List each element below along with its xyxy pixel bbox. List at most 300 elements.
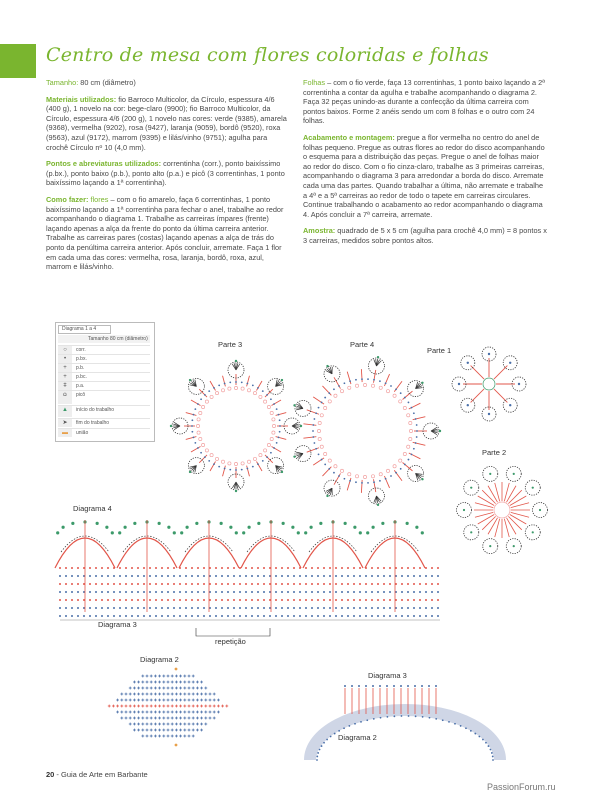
scallop-picot xyxy=(62,526,65,529)
chain-ring xyxy=(317,429,320,432)
stitch-mark xyxy=(279,419,281,421)
stitch-mark xyxy=(191,425,193,427)
chain-ring xyxy=(340,390,343,393)
chain-ring xyxy=(210,395,213,398)
border-stitch xyxy=(257,615,259,617)
border-stitch xyxy=(239,575,241,577)
border-stitch xyxy=(401,615,403,617)
border-stitch xyxy=(281,567,283,569)
border-stitch xyxy=(203,583,205,585)
border-stitch xyxy=(179,575,181,577)
border-stitch xyxy=(221,567,223,569)
border-stitch xyxy=(305,567,307,569)
chain-ring xyxy=(355,384,358,387)
border-stitch xyxy=(233,599,235,601)
border-stitch xyxy=(233,567,235,569)
border-stitch xyxy=(401,599,403,601)
border-stitch xyxy=(233,591,235,593)
single-crochet-symbol-icon: + xyxy=(58,364,72,372)
stitch-mark xyxy=(218,384,220,386)
chain-ring xyxy=(241,462,244,465)
border-stitch xyxy=(431,591,433,593)
stitch-line xyxy=(313,458,324,465)
part1-petal-mark xyxy=(518,383,520,385)
border-stitch xyxy=(305,575,307,577)
border-stitch xyxy=(437,567,439,569)
border-stitch xyxy=(377,567,379,569)
border-stitch xyxy=(125,575,127,577)
stitch-line xyxy=(247,466,250,477)
border-stitch xyxy=(365,607,367,609)
border-stitch xyxy=(131,583,133,585)
border-stitch xyxy=(437,607,439,609)
chain-ring xyxy=(247,389,250,392)
chain-ring xyxy=(399,459,402,462)
border-stitch xyxy=(281,599,283,601)
part2-label: Parte 2 xyxy=(482,448,507,457)
border-stitch xyxy=(389,607,391,609)
stitches-text: correntinha (corr.), ponto baixíssimo (p.bx.), ponto baixo (p.b.), ponto alto (p.a.) e picô (3 correntinhas, 1 ponto baixíssimo laçando a 1ª correntinha). xyxy=(46,159,285,188)
border-stitch xyxy=(245,591,247,593)
picot-mark xyxy=(377,356,379,358)
part2-petal-mark xyxy=(532,531,534,533)
border-stitch xyxy=(311,567,313,569)
border-stitch xyxy=(341,567,343,569)
chain-ring xyxy=(197,431,200,434)
border-stitch xyxy=(131,615,133,617)
border-stitch xyxy=(389,575,391,577)
stitch-line xyxy=(276,413,287,416)
part2-spoke xyxy=(482,490,495,503)
border-stitch xyxy=(383,615,385,617)
border-stitch xyxy=(305,591,307,593)
scallop-picot xyxy=(353,526,356,529)
stitch-mark xyxy=(338,475,340,477)
chain-ring xyxy=(215,457,218,460)
border-stitch xyxy=(341,583,343,585)
border-stitch xyxy=(65,575,67,577)
part2-petal-mark xyxy=(513,473,515,475)
border-stitch xyxy=(323,615,325,617)
diagram3-top-stitch xyxy=(435,685,437,687)
border-stitch xyxy=(191,607,193,609)
chain-ring xyxy=(320,445,323,448)
border-stitch xyxy=(203,599,205,601)
picot-mark xyxy=(235,490,237,492)
border-stitch xyxy=(221,599,223,601)
border-stitch xyxy=(311,615,313,617)
chain-ring xyxy=(328,459,331,462)
border-stitch xyxy=(245,583,247,585)
part2-spoke xyxy=(508,516,521,529)
border-stitch xyxy=(59,583,61,585)
disc-edge-stitch xyxy=(491,752,493,754)
stitch-mark xyxy=(416,436,418,438)
border-stitch xyxy=(149,567,151,569)
stitch-mark xyxy=(373,379,375,381)
border-stitch xyxy=(347,615,349,617)
disc-edge-stitch xyxy=(366,719,368,721)
border-stitch xyxy=(335,615,337,617)
border-stitch xyxy=(137,583,139,585)
picot-mark xyxy=(235,360,237,362)
chain-ring xyxy=(259,395,262,398)
chain-ring xyxy=(201,405,204,408)
chain-ring xyxy=(403,452,406,455)
border-stitch xyxy=(245,615,247,617)
border-stitch xyxy=(107,567,109,569)
diagram3-top-stitch xyxy=(407,685,409,687)
border-stitch xyxy=(437,575,439,577)
border-stitch xyxy=(281,607,283,609)
part1-center-ring xyxy=(483,378,495,390)
border-stitch xyxy=(281,583,283,585)
stitch-mark xyxy=(266,394,268,396)
border-stitch xyxy=(347,567,349,569)
border-stitch xyxy=(245,575,247,577)
border-stitch xyxy=(71,583,73,585)
border-stitch xyxy=(155,599,157,601)
border-stitch xyxy=(287,583,289,585)
picot-mark xyxy=(377,504,379,506)
disc-edge-stitch xyxy=(429,717,431,719)
border-stitch xyxy=(281,591,283,593)
border-stitch xyxy=(263,575,265,577)
border-stitch xyxy=(215,591,217,593)
chain-ring xyxy=(228,387,231,390)
stitch-mark xyxy=(266,456,268,458)
stitch-mark xyxy=(194,442,196,444)
stitch-mark xyxy=(328,392,330,394)
border-stitch xyxy=(119,567,121,569)
border-stitch xyxy=(323,567,325,569)
border-stitch xyxy=(89,591,91,593)
picot-symbol-icon: ꭥ xyxy=(58,391,72,404)
chain-ring xyxy=(407,414,410,417)
border-stitch xyxy=(155,567,157,569)
border-stitch xyxy=(323,591,325,593)
diagram3-left-label: Diagrama 3 xyxy=(98,620,137,629)
border-stitch xyxy=(107,583,109,585)
scallop-picot xyxy=(186,526,189,529)
border-stitch xyxy=(107,591,109,593)
border-stitch xyxy=(413,599,415,601)
border-stitch xyxy=(431,567,433,569)
border-stitch xyxy=(95,615,97,617)
diagram3-top-stitch xyxy=(421,685,423,687)
border-stitch xyxy=(107,575,109,577)
disc-edge-stitch xyxy=(380,717,382,719)
stitch-mark xyxy=(385,478,387,480)
part1-petal-mark xyxy=(467,404,469,406)
stitch-line xyxy=(191,400,201,406)
join-symbol-icon: ▬ xyxy=(58,429,72,437)
border-stitch xyxy=(179,615,181,617)
border-stitch xyxy=(419,591,421,593)
stitch-mark xyxy=(415,418,417,420)
border-stitch xyxy=(149,615,151,617)
stitch-mark xyxy=(408,402,410,404)
border-stitch xyxy=(245,599,247,601)
disc-edge-stitch xyxy=(319,749,321,751)
border-stitch xyxy=(185,575,187,577)
border-stitch xyxy=(407,583,409,585)
picot-mark xyxy=(189,379,191,381)
stitch-line xyxy=(347,478,351,490)
border-stitch xyxy=(239,607,241,609)
border-stitch xyxy=(389,567,391,569)
stitch-mark xyxy=(349,480,351,482)
legend-label: corr. xyxy=(76,347,86,353)
border-stitch xyxy=(167,583,169,585)
border-stitch xyxy=(335,575,337,577)
stitch-mark xyxy=(411,407,413,409)
stitch-line xyxy=(413,417,426,420)
border-stitch xyxy=(191,599,193,601)
disc-edge-stitch xyxy=(465,727,467,729)
size-label: Tamanho: xyxy=(46,78,79,87)
border-stitch xyxy=(161,615,163,617)
disc-edge-stitch xyxy=(415,715,417,717)
border-stitch xyxy=(425,615,427,617)
legend-label: fim do trabalho xyxy=(76,420,110,426)
chain-ring xyxy=(228,462,231,465)
border-stitch xyxy=(245,567,247,569)
stitch-mark xyxy=(246,468,248,470)
border-stitch xyxy=(149,575,151,577)
border-stitch xyxy=(65,567,67,569)
border-stitch xyxy=(299,615,301,617)
part2-center-ring xyxy=(494,502,510,518)
border-stitch xyxy=(59,591,61,593)
scallop-picot xyxy=(359,531,362,534)
border-stitch xyxy=(389,591,391,593)
border-stitch xyxy=(143,583,145,585)
border-stitch xyxy=(401,583,403,585)
border-stitch xyxy=(287,599,289,601)
part1-petal-mark xyxy=(458,383,460,385)
legend-label: p.b. xyxy=(76,365,85,371)
part3-label: Parte 3 xyxy=(218,340,243,349)
border-stitch xyxy=(389,599,391,601)
scallop-picot xyxy=(372,526,375,529)
disc-edge-stitch xyxy=(316,759,318,761)
stitch-mark xyxy=(197,403,199,405)
border-stitch xyxy=(149,583,151,585)
chain-ring xyxy=(399,400,402,403)
border-stitch xyxy=(323,583,325,585)
border-stitch xyxy=(311,583,313,585)
stitch-mark xyxy=(276,408,278,410)
border-stitch xyxy=(257,567,259,569)
disc-edge-stitch xyxy=(360,721,362,723)
stitch-mark xyxy=(200,398,202,400)
chain-ring xyxy=(355,475,358,478)
stitch-line xyxy=(384,476,389,488)
stitch-line xyxy=(313,397,324,404)
border-stitch xyxy=(335,607,337,609)
border-stitch xyxy=(95,599,97,601)
stitch-mark xyxy=(318,407,320,409)
chain-symbol-icon: ○ xyxy=(58,346,72,354)
border-stitch xyxy=(437,615,439,617)
border-stitch xyxy=(341,575,343,577)
border-stitch xyxy=(203,615,205,617)
border-stitch xyxy=(377,607,379,609)
border-stitch xyxy=(365,591,367,593)
border-stitch xyxy=(329,615,331,617)
stitch-mark xyxy=(404,464,406,466)
border-stitch xyxy=(353,599,355,601)
chain-ring xyxy=(386,390,389,393)
stitch-mark xyxy=(197,447,199,449)
border-stitch xyxy=(197,615,199,617)
scallop-picot xyxy=(421,531,424,534)
chain-ring xyxy=(379,386,382,389)
picot-mark xyxy=(300,425,302,427)
chain-ring xyxy=(403,406,406,409)
border-stitch xyxy=(215,607,217,609)
stitch-line xyxy=(272,400,282,406)
stitch-line xyxy=(191,447,201,453)
border-stitch xyxy=(383,583,385,585)
disc-edge-stitch xyxy=(343,727,345,729)
border-stitch xyxy=(227,567,229,569)
howto-flowers-label: flores xyxy=(88,194,109,204)
stitch-mark xyxy=(278,414,280,416)
chain-ring xyxy=(371,475,374,478)
border-stitch xyxy=(413,575,415,577)
picot-mark xyxy=(281,471,283,473)
stitch-mark xyxy=(415,442,417,444)
stitch-mark xyxy=(373,481,375,483)
border-stitch xyxy=(119,575,121,577)
border-stitch xyxy=(59,599,61,601)
border-stitch xyxy=(203,607,205,609)
stitch-mark xyxy=(321,459,323,461)
stitch-mark xyxy=(252,466,254,468)
stitch-mark xyxy=(413,448,415,450)
border-stitch xyxy=(293,583,295,585)
legend-label: p.bx. xyxy=(76,356,87,362)
border-stitch xyxy=(197,583,199,585)
scallop-picot xyxy=(133,522,136,525)
border-stitch xyxy=(125,599,127,601)
scallop-picot xyxy=(195,522,198,525)
stitch-mark xyxy=(252,384,254,386)
border-stitch xyxy=(167,599,169,601)
border-stitch xyxy=(251,591,253,593)
scallop-picot xyxy=(118,531,121,534)
part2-petal-mark xyxy=(489,473,491,475)
border-stitch xyxy=(275,591,277,593)
border-stitch xyxy=(353,567,355,569)
chain-ring xyxy=(234,462,237,465)
stitch-mark xyxy=(318,453,320,455)
border-stitch xyxy=(275,615,277,617)
border-stitch xyxy=(101,599,103,601)
stitch-mark xyxy=(361,378,363,380)
stitch-mark xyxy=(279,431,281,433)
disc-edge-stitch xyxy=(401,715,403,717)
border-stitch xyxy=(293,591,295,593)
part1-petal-mark xyxy=(509,362,511,364)
border-stitch xyxy=(401,575,403,577)
border-stitch xyxy=(359,583,361,585)
border-stitch xyxy=(137,615,139,617)
border-stitch xyxy=(305,607,307,609)
border-stitch xyxy=(317,591,319,593)
border-stitch xyxy=(131,599,133,601)
stitch-line xyxy=(374,370,376,383)
stitch-line xyxy=(394,381,402,391)
border-stitch xyxy=(191,575,193,577)
border-stitch xyxy=(275,599,277,601)
stitch-mark xyxy=(213,387,215,389)
scallop-picot xyxy=(366,531,369,534)
scallop-picot xyxy=(381,522,384,525)
border-stitch xyxy=(179,591,181,593)
scallop-picot xyxy=(105,526,108,529)
scallop-picot xyxy=(220,522,223,525)
scallop-picot xyxy=(56,531,59,534)
border-stitch xyxy=(125,607,127,609)
border-stitch xyxy=(101,591,103,593)
part1-label: Parte 1 xyxy=(427,346,452,355)
border-stitch xyxy=(161,591,163,593)
chain-ring xyxy=(363,383,366,386)
stitch-line xyxy=(223,466,226,477)
stitch-mark xyxy=(279,425,281,427)
border-stitch xyxy=(131,607,133,609)
start-arrow-icon: ▲ xyxy=(58,406,72,417)
stitch-mark xyxy=(194,408,196,410)
border-stitch xyxy=(401,607,403,609)
border-stitch xyxy=(221,575,223,577)
border-stitch xyxy=(311,607,313,609)
border-stitch xyxy=(383,591,385,593)
border-stitch xyxy=(419,583,421,585)
border-stitch xyxy=(167,607,169,609)
border-stitch xyxy=(215,583,217,585)
picot-mark xyxy=(189,471,191,473)
stitch-mark xyxy=(361,482,363,484)
scallop-picot xyxy=(242,531,245,534)
stitch-line xyxy=(186,413,197,416)
disc-edge-stitch xyxy=(485,742,487,744)
scallop-picot xyxy=(257,522,260,525)
border-stitch xyxy=(383,575,385,577)
stitch-mark xyxy=(312,430,314,432)
stitch-line xyxy=(374,479,376,492)
stitch-mark xyxy=(191,419,193,421)
border-stitch xyxy=(161,575,163,577)
chain-ring xyxy=(324,452,327,455)
stitch-mark xyxy=(257,387,259,389)
chain-ring xyxy=(393,465,396,468)
disc-edge-stitch xyxy=(435,718,437,720)
border-stitch xyxy=(71,599,73,601)
border-stitch xyxy=(167,567,169,569)
diagram3-top-stitch xyxy=(428,685,430,687)
part4-label: Parte 4 xyxy=(350,340,375,349)
page-title: Centro de mesa com flores coloridas e folhas xyxy=(46,44,489,66)
chain-ring xyxy=(247,460,250,463)
border-stitch xyxy=(263,607,265,609)
border-stitch xyxy=(113,615,115,617)
border-stitch xyxy=(221,615,223,617)
stitch-mark xyxy=(276,442,278,444)
